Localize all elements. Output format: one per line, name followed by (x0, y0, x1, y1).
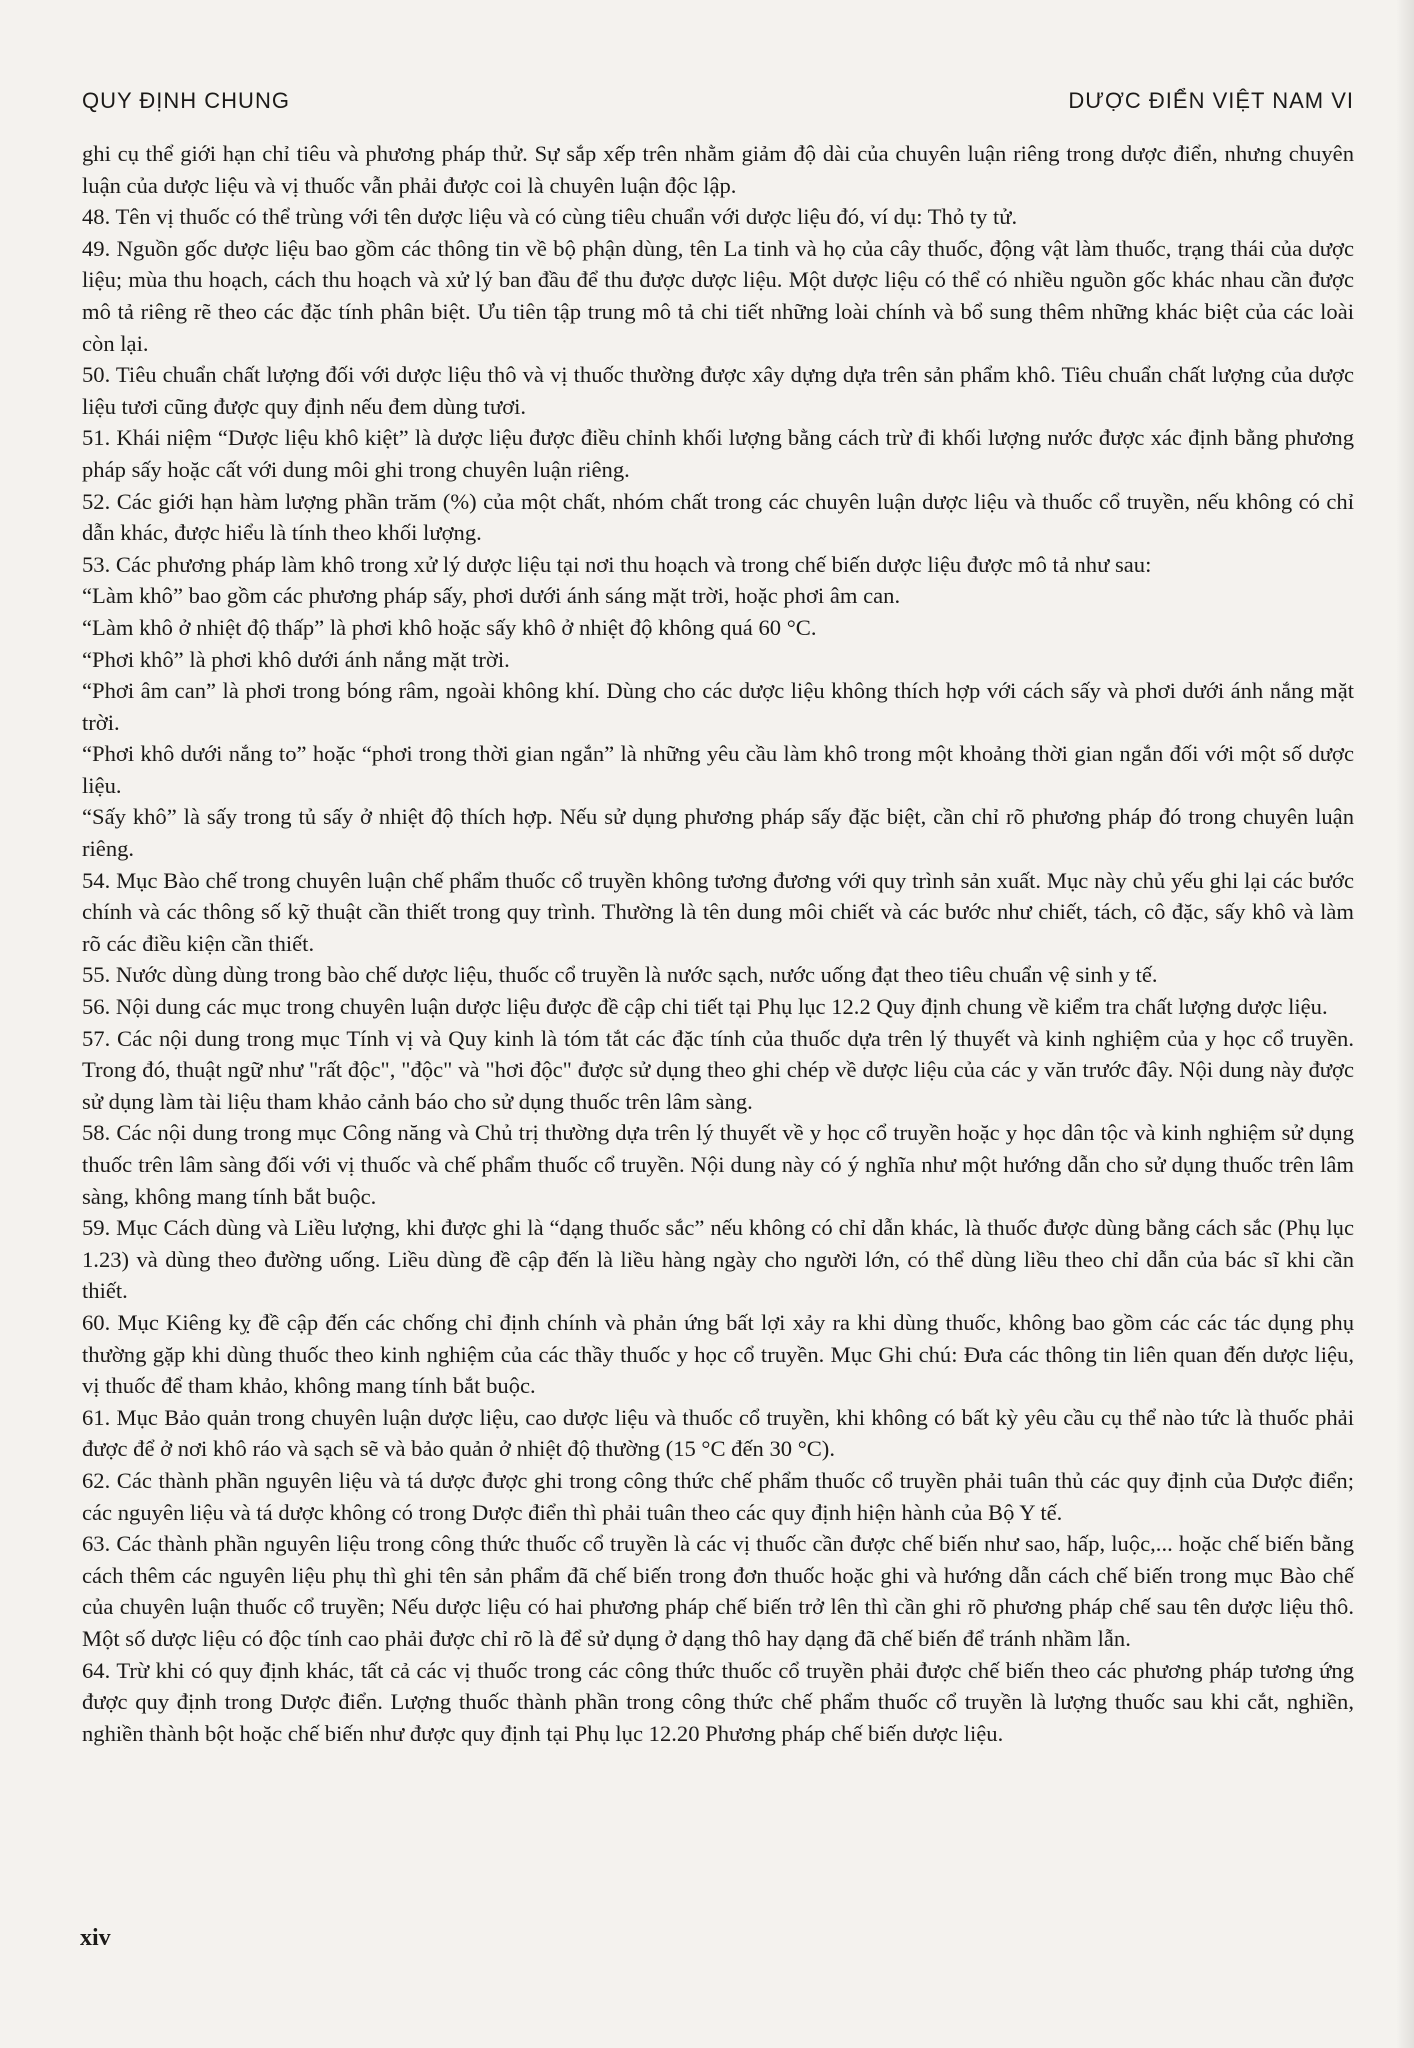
header-left: QUY ĐỊNH CHUNG (82, 88, 290, 113)
body-text (82, 138, 1354, 1749)
paragraph: 56. Nội dung các mục trong chuyên luận dược liệu được đề cập chi tiết tại Phụ lục 12.2 Quy định chung về kiểm tra chất lượng dược liệu. (82, 994, 1328, 1020)
paragraph: 52. Các giới hạn hàm lượng phần trăm (%) của một chất, nhóm chất trong các chuyên luận dược liệu và thuốc cổ truyền, nếu không có chỉ dẫn khác, được hiểu là tính theo khối lượng. (82, 488, 1354, 546)
page-edge-shadow (1396, 0, 1414, 2048)
paragraph: 59. Mục Cách dùng và Liều lượng, khi được ghi là “dạng thuốc sắc” nếu không có chỉ dẫn khác, là thuốc được dùng bằng cách sắc (Phụ lục 1.23) và dùng theo đường uống. Liều dùng đề cập đến là liều hàng ngày cho người lớn, có thể dùng liều theo chỉ dẫn của bác sĩ khi cần thiết. (82, 1215, 1354, 1304)
paragraph: “Làm khô ở nhiệt độ thấp” là phơi khô hoặc sấy khô ở nhiệt độ không quá 60 °C. (82, 614, 817, 640)
paragraph: ghi cụ thể giới hạn chỉ tiêu và phương pháp thử. Sự sắp xếp trên nhằm giảm độ dài của chuyên luận riêng trong dược điển, nhưng chuyên luận của dược liệu và vị thuốc vẫn phải được coi là chuyên luận độc lập. (82, 141, 1354, 198)
paragraph: “Phơi khô” là phơi khô dưới ánh nắng mặt trời. (82, 646, 510, 672)
paragraph: “Làm khô” bao gồm các phương pháp sấy, phơi dưới ánh sáng mặt trời, hoặc phơi âm can. (82, 583, 901, 609)
paragraph: 64. Trừ khi có quy định khác, tất cả các vị thuốc trong các công thức thuốc cổ truyền phải được chế biến theo các phương pháp tương ứng được quy định trong Dược điển. Lượng thuốc thành phần trong công thức chế phẩm thuốc cổ truyền là lượng thuốc sau khi cắt, nghiền, nghiền thành bột hoặc chế biến như được quy định tại Phụ lục 12.20 Phương pháp chế biến dược liệu. (82, 1657, 1354, 1746)
paragraph: “Phơi khô dưới nắng to” hoặc “phơi trong thời gian ngắn” là những yêu cầu làm khô trong một khoảng thời gian ngắn đối với một số dược liệu. (82, 741, 1354, 798)
paragraph: 60. Mục Kiêng kỵ đề cập đến các chống chỉ định chính và phản ứng bất lợi xảy ra khi dùng thuốc, không bao gồm các các tác dụng phụ thường gặp khi dùng thuốc theo kinh nghiệm của các thầy thuốc y học cổ truyền. Mục Ghi chú: Đưa các thông tin liên quan đến dược liệu, vị thuốc để tham khảo, không mang tính bắt buộc. (82, 1309, 1354, 1399)
running-header (82, 80, 1354, 114)
paragraph: 53. Các phương pháp làm khô trong xử lý dược liệu tại nơi thu hoạch và trong chế biến dược liệu được mô tả như sau: (82, 551, 1152, 577)
paragraph: 58. Các nội dung trong mục Công năng và Chủ trị thường dựa trên lý thuyết về y học cổ truyền hoặc y học dân tộc và kinh nghiệm sử dụng thuốc trên lâm sàng đối với vị thuốc và chế phẩm thuốc cổ truyền. Nội dung này có ý nghĩa như một hướng dẫn cho sử dụng thuốc trên lâm sàng, không mang tính bắt buộc. (82, 1120, 1354, 1209)
paragraph: 54. Mục Bào chế trong chuyên luận chế phẩm thuốc cổ truyền không tương đương với quy trình sản xuất. Mục này chủ yếu ghi lại các bước chính và các thông số kỹ thuật cần thiết trong quy trình. Thường là tên dung môi chiết và các bước như chiết, tách, cô đặc, sấy khô và làm rõ các điều kiện cần thiết. (82, 867, 1354, 956)
paragraph: “Phơi âm can” là phơi trong bóng râm, ngoài không khí. Dùng cho các dược liệu không thích hợp với cách sấy và phơi dưới ánh nắng mặt trời. (82, 678, 1354, 735)
header-right: DƯỢC ĐIỂN VIỆT NAM VI (1068, 88, 1354, 113)
page-number: xiv (80, 1925, 111, 1951)
paragraph: 62. Các thành phần nguyên liệu và tá dược được ghi trong công thức chế phẩm thuốc cổ truyền phải tuân thủ các quy định của Dược điển; các nguyên liệu và tá dược không có trong Dược điển thì phải tuân theo các quy định hiện hành của Bộ Y tế. (82, 1467, 1354, 1525)
paragraph: 57. Các nội dung trong mục Tính vị và Quy kinh là tóm tắt các đặc tính của thuốc dựa trên lý thuyết và kinh nghiệm của y học cổ truyền. Trong đó, thuật ngữ như "rất độc", "độc" và "hơi độc" được sử dụng theo ghi chép về dược liệu của các y văn trước đây. Nội dung này được sử dụng làm tài liệu tham khảo cảnh báo cho sử dụng thuốc trên lâm sàng. (82, 1025, 1354, 1114)
paragraph: 48. Tên vị thuốc có thể trùng với tên dược liệu và có cùng tiêu chuẩn với dược liệu đó, ví dụ: Thỏ ty tử. (82, 204, 1018, 230)
paragraph: 61. Mục Bảo quản trong chuyên luận dược liệu, cao dược liệu và thuốc cổ truyền, khi không có bất kỳ yêu cầu cụ thể nào tức là thuốc phải được để ở nơi khô ráo và sạch sẽ và bảo quản ở nhiệt độ thường (15 °C đến 30 °C). (82, 1404, 1354, 1462)
paragraph: “Sấy khô” là sấy trong tủ sấy ở nhiệt độ thích hợp. Nếu sử dụng phương pháp sấy đặc biệt, cần chỉ rõ phương pháp đó trong chuyên luận riêng. (82, 804, 1354, 862)
paragraph: 63. Các thành phần nguyên liệu trong công thức thuốc cổ truyền là các vị thuốc cần được chế biến như sao, hấp, luộc,... hoặc chế biến bằng cách thêm các nguyên liệu phụ thì ghi tên sản phẩm đã chế biến trong đơn thuốc hoặc ghi và hướng dẫn cách chế biến trong mục Bào chế của chuyên luận thuốc cổ truyền; Nếu dược liệu có hai phương pháp chế biến trở lên thì cần ghi rõ phương pháp chế sau tên dược liệu thô. Một số dược liệu có độc tính cao phải được chỉ rõ là để sử dụng ở dạng thô hay dạng đã chế biến để tránh nhầm lẫn. (82, 1531, 1354, 1651)
paragraph: 50. Tiêu chuẩn chất lượng đối với dược liệu thô và vị thuốc thường được xây dựng dựa trên sản phẩm khô. Tiêu chuẩn chất lượng của dược liệu tươi cũng được quy định nếu đem dùng tươi. (82, 362, 1354, 419)
paragraph: 51. Khái niệm “Dược liệu khô kiệt” là dược liệu được điều chỉnh khối lượng bằng cách trừ đi khối lượng nước được xác định bằng phương pháp sấy hoặc cất với dung môi ghi trong chuyên luận riêng. (82, 425, 1354, 482)
paragraph: 55. Nước dùng dùng trong bào chế dược liệu, thuốc cổ truyền là nước sạch, nước uống đạt theo tiêu chuẩn vệ sinh y tế. (82, 962, 1158, 988)
paragraph: 49. Nguồn gốc dược liệu bao gồm các thông tin về bộ phận dùng, tên La tinh và họ của cây thuốc, động vật làm thuốc, trạng thái của dược liệu; mùa thu hoạch, cách thu hoạch và xử lý ban đầu để thu được dược liệu. Một dược liệu có thể có nhiều nguồn gốc khác nhau cần được mô tả riêng rẽ theo các đặc tính phân biệt. Ưu tiên tập trung mô tả chi tiết những loài chính và bổ sung thêm những khác biệt của các loài còn lại. (82, 235, 1354, 356)
